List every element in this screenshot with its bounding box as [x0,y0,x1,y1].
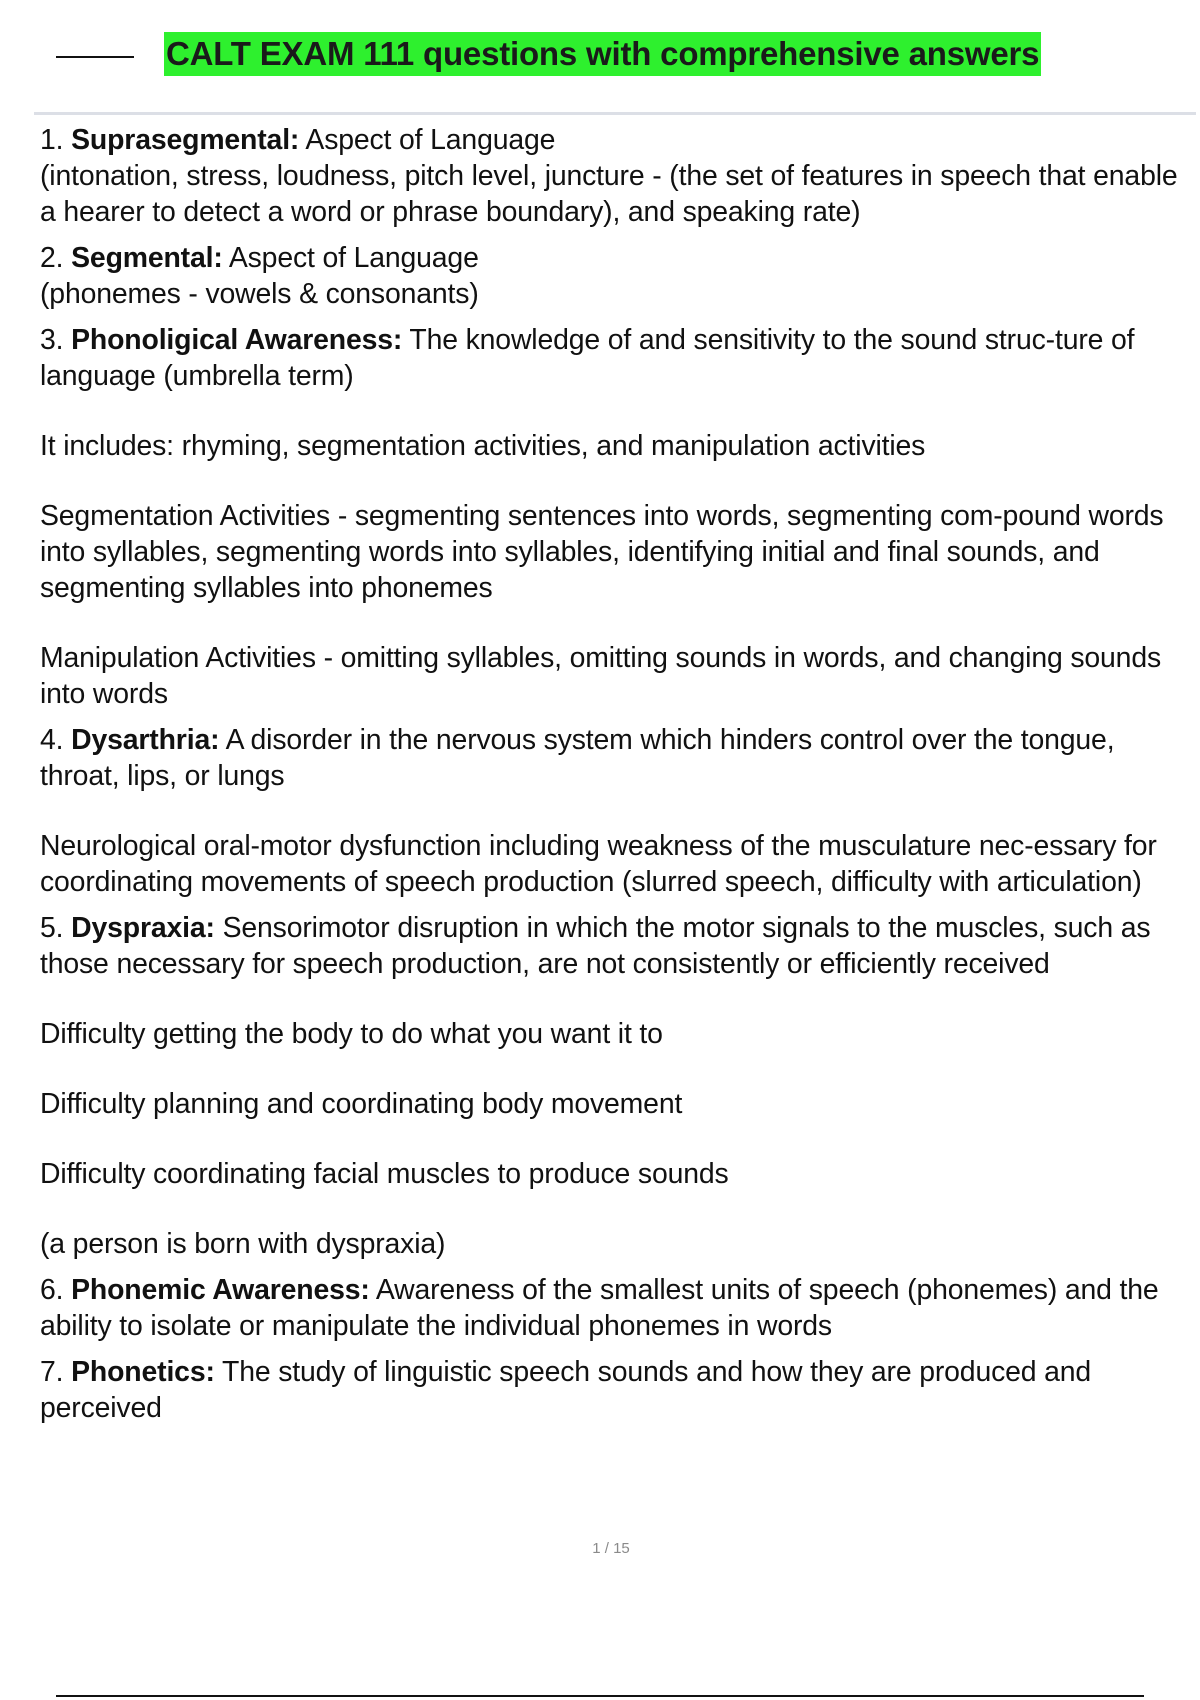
document-header [56,30,1166,80]
entry-paragraph: Difficulty planning and coordinating body movement [40,1088,683,1120]
entry-first-line [40,240,1192,276]
entry-paragraph: (a person is born with dyspraxia) [40,1228,446,1260]
entry-first-line [40,1272,1192,1344]
entry-definition: Awareness of the smallest units of speech (phonemes) and the ability to isolate or manipulate the individual phonemes in words [40,1274,1159,1342]
qa-entry-suprasegmental [40,122,1192,230]
qa-entry-segmental [40,240,1192,312]
entry-definition: The knowledge of and sensitivity to the sound struc-ture of language (umbrella term) [40,324,1135,392]
entry-term: Phonoligical Awareness: [71,324,403,356]
entry-term: Phonemic Awareness: [71,1274,370,1306]
qa-entry-phonological-awareness [40,322,1192,712]
entry-paragraph: It includes: rhyming, segmentation activities, and manipulation activities [40,430,926,462]
qa-entry-dyspraxia [40,910,1192,1262]
entry-paragraph: Neurological oral-motor dysfunction including weakness of the musculature nec-essary for coordinating movements of speech production (slurred speech, difficulty with articulation) [40,830,1157,898]
entry-term: Phonetics: [71,1356,215,1388]
entry-definition: Sensorimotor disruption in which the motor signals to the muscles, such as those necessary for speech production, are not consistently or efficiently received [40,912,1151,980]
qa-entry-dysarthria [40,722,1192,900]
entry-term: Dyspraxia: [71,912,215,944]
entry-term: Dysarthria: [71,724,220,756]
header-divider [34,112,1196,115]
entry-first-line [40,722,1192,794]
entry-number: 2. [40,242,64,274]
entry-definition: A disorder in the nervous system which hinders control over the tongue, throat, lips, or lungs [40,724,1115,792]
entry-number: 1. [40,124,64,156]
entry-paragraph: (phonemes - vowels & consonants) [40,278,479,310]
entry-first-line [40,910,1192,982]
document-title: CALT EXAM 111 questions with comprehensive answers [164,32,1041,76]
entry-number: 7. [40,1356,64,1388]
entry-number: 5. [40,912,64,944]
entry-term: Suprasegmental: [71,124,300,156]
entry-first-line [40,1354,1192,1426]
header-dash [56,56,134,58]
entry-paragraph: Segmentation Activities - segmenting sentences into words, segmenting com-pound words into syllables, segmenting words into syllables, identifying initial and final sounds, and segmenting syllables into phonemes [40,500,1164,604]
entry-number: 3. [40,324,64,356]
qa-list [40,122,1192,1436]
entry-term: Segmental: [71,242,223,274]
entry-paragraph: (intonation, stress, loudness, pitch level, juncture - (the set of features in speech that enable a hearer to detect a word or phrase boundary), and speaking rate) [40,160,1178,228]
entry-paragraph: Difficulty coordinating facial muscles to produce sounds [40,1158,729,1190]
qa-entry-phonetics [40,1354,1192,1426]
entry-definition: Aspect of Language [305,124,556,156]
entry-paragraph: Difficulty getting the body to do what you want it to [40,1018,663,1050]
footer-divider [56,1695,1144,1697]
entry-first-line [40,122,1192,158]
entry-number: 4. [40,724,64,756]
entry-paragraph: Manipulation Activities - omitting syllables, omitting sounds in words, and changing sounds into words [40,642,1162,710]
qa-entry-phonemic-awareness [40,1272,1192,1344]
entry-definition: Aspect of Language [228,242,479,274]
entry-number: 6. [40,1274,64,1306]
page-number: 1 / 15 [592,1540,630,1557]
entry-first-line [40,322,1192,394]
entry-definition: The study of linguistic speech sounds and how they are produced and perceived [40,1356,1092,1424]
